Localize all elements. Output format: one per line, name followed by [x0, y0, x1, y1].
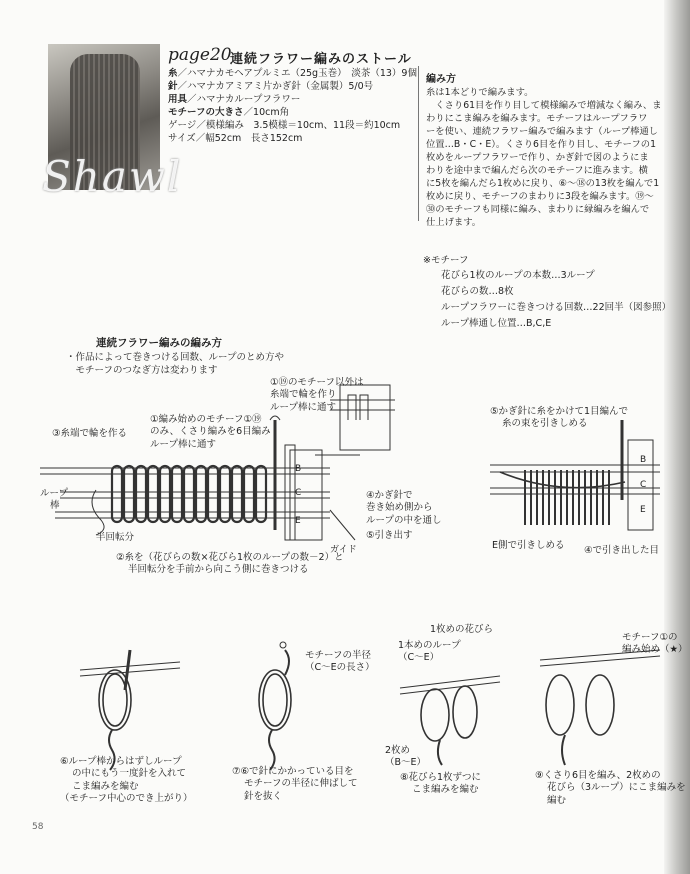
method-line: 枚めをループフラワーで作り、かぎ針で図のようにま [426, 152, 649, 163]
material-motif-size: モチーフの大きさ／10cm角 [168, 107, 290, 118]
step5-pull-caption: ⑤引き出す [366, 530, 413, 541]
method-line: ㉚のモチーフも同様に編み、まわりに縁編みを編んで [426, 204, 650, 215]
step2-caption: ②糸を（花びらの数×花びら1枚のループの数－2）と 半回転分を手前から向こう側に巻きつける [116, 552, 344, 576]
motif-radius-label: モチーフの半径 （C～Eの長さ） [305, 650, 375, 674]
method-line: くさり61目を作り目して模様編みで増減なく編み、ま [426, 100, 662, 111]
pattern-title: 連続フラワー編みのストール [230, 52, 412, 67]
motif-note-line: ループ棒通し位置…B,C,E [441, 318, 552, 329]
motif-note-heading: ※モチーフ [423, 255, 469, 266]
howto-title: 連続フラワー編みの編み方 [96, 337, 222, 349]
step7-caption: ⑦⑥で針にかかっている目を モチーフの半径に伸ばして 針を抜く [232, 766, 358, 802]
step4b-label: ④で引き出した目 [584, 545, 660, 556]
step5-caption: ⑤かぎ針に糸をかけて1目編んで 糸の束を引きしめる [490, 406, 629, 430]
letter-e: E [295, 516, 301, 526]
step6-caption: ⑥ループ棒からはずしループ の中にもう一度針を入れて こま編みを編む （モチーフ中心のでき上がり） [60, 756, 193, 805]
method-line: 仕上げます。 [426, 217, 482, 228]
motif-note-line: ループフラワーに巻きつける回数…22回半（図参照） [441, 302, 672, 313]
first-loop-label: 1本めのループ （C～E） [398, 640, 461, 664]
photo-caption-shawl: Shawl [42, 152, 183, 201]
page-reference: page20 [168, 45, 232, 65]
step3-caption: ③糸端で輪を作る [52, 428, 128, 439]
guide-label: ガイド [330, 545, 357, 555]
method-line: 位置…B・C・E）。くさり6目を作り目し、モチーフの1 [426, 139, 656, 150]
step9-caption: ⑨くさり6目を編み、2枚めの 花びら（3ループ）にこま編みを 編む [535, 770, 686, 806]
method-line: わりを途中まで編んだら次のモチーフに進みます。横 [426, 165, 648, 176]
second-petal-label: 2枚め （B～E） [385, 745, 427, 769]
letter-b2: B [640, 455, 647, 465]
material-gauge: ゲージ／模様編み 3.5模様＝10cm、11段＝約10cm [168, 120, 401, 131]
step4-caption: ④かぎ針で 巻き始め側から ループの中を通し [366, 490, 442, 526]
howto-note: ・作品によって巻きつける回数、ループのとめ方や [66, 352, 285, 363]
material-yarn: 糸／ハマナカモヘアプルミエ（25g玉巻） 淡茶（13）9個 [168, 68, 417, 79]
step1b-caption: ①編み始めのモチーフ①⑲ のみ、くさり編みを6目編み ループ棒に通す [150, 414, 271, 450]
method-line: 枚めに戻り、モチーフのまわりに3段を編みます。⑲～ [426, 191, 654, 202]
first-petal-label: 1枚めの花びら [430, 624, 494, 635]
method-line: 糸は1本どりで編みます。 [426, 87, 534, 98]
loop-rod-label: ループ 棒 [40, 488, 69, 512]
material-size: サイズ／幅52cm 長さ152cm [168, 133, 303, 144]
step1a-caption: ①⑲のモチーフ以外は 糸端で輪を作り ループ棒に通す [270, 377, 364, 413]
material-tool: 用具／ハマナカループフラワー [168, 94, 301, 105]
method-line: に5枚を編んだら1枚めに戻り、⑥～⑱の13枚を編んで1 [426, 178, 660, 189]
half-turn-label: 半回転分 [96, 532, 135, 543]
letter-c2: C [640, 480, 647, 490]
method-line: わりにこま編みを編みます。モチーフはループフラワ [426, 113, 648, 124]
page-number: 58 [32, 822, 44, 832]
letter-b: B [295, 464, 302, 474]
motif-note-line: 花びら1枚のループの本数…3ループ [441, 270, 595, 281]
material-hook: 針／ハマナカアミアミ片かぎ針（金属製）5/0号 [168, 81, 374, 92]
howto-note: モチーフのつなぎ方は変わります [66, 365, 218, 376]
letter-c: C [295, 488, 302, 498]
method-title: 編み方 [426, 74, 456, 85]
method-line: ーを使い、連続フラワー編みで編みます（ループ棒通し [426, 126, 658, 137]
step8-caption: ⑧花びら1枚ずつに こま編みを編む [400, 772, 482, 796]
motif-note-line: 花びらの数…8枚 [441, 286, 514, 297]
letter-e2: E [640, 505, 646, 515]
e-side-label: E側で引きしめる [492, 540, 565, 551]
motif-start-label: モチーフ①の 編み始め（★） [622, 632, 688, 656]
